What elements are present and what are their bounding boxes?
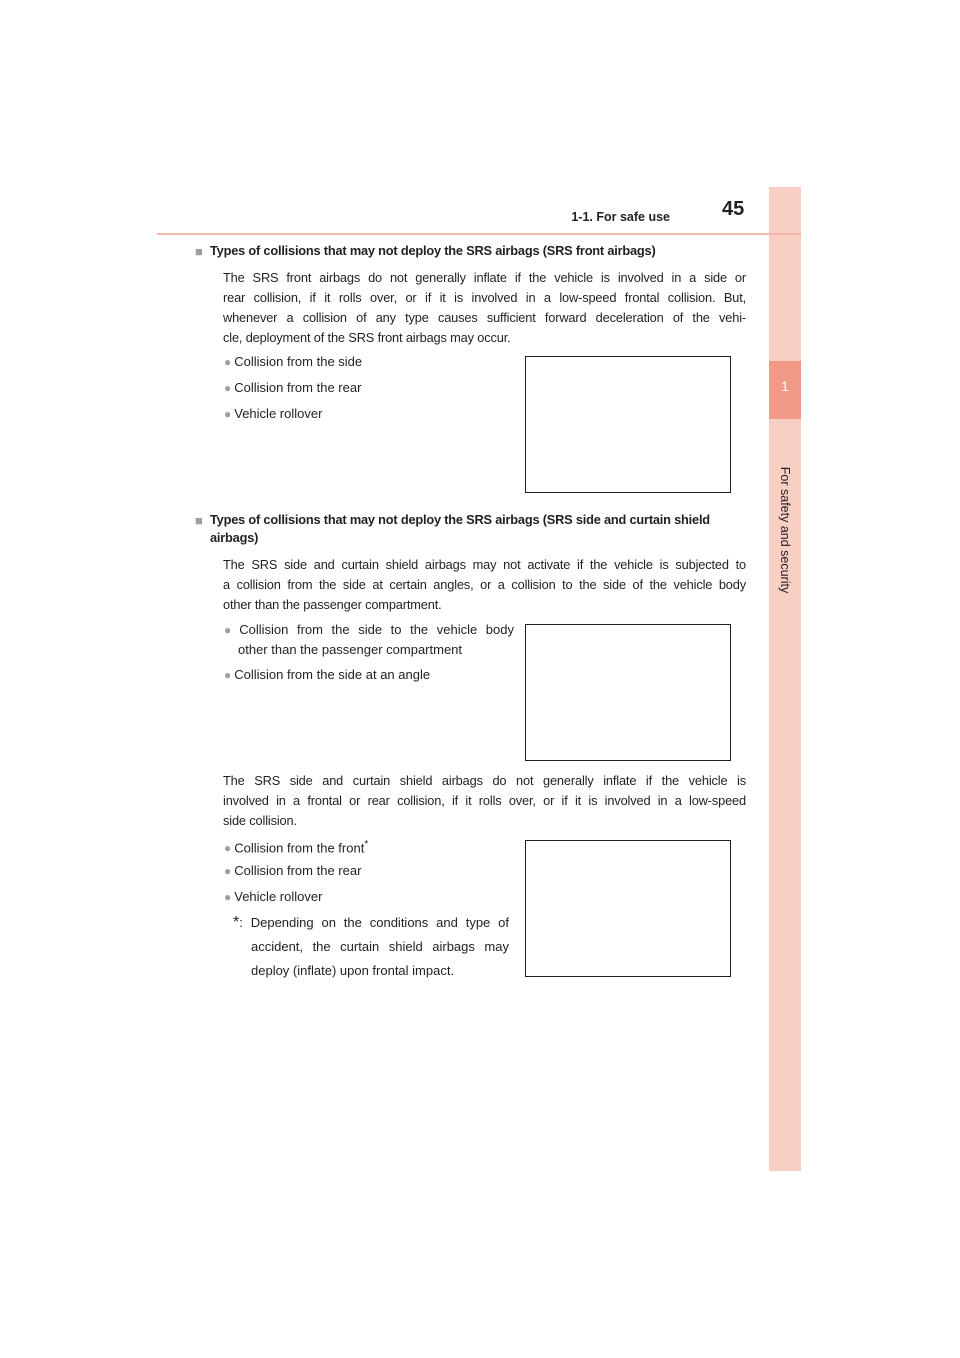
illustration-front-rear-rollover (525, 840, 731, 977)
section-title: 1-1. For safe use (571, 210, 670, 224)
page-number: 45 (722, 198, 745, 220)
heading-text: airbags) (210, 530, 259, 545)
bullet-text: Collision from the front (234, 840, 365, 856)
footnote-text: accident, the curtain shield airbags may (251, 939, 509, 954)
bullet-text: other than the passenger compartment (238, 642, 463, 657)
bullet-item (224, 404, 322, 424)
paragraph-line: rear collision, if it rolls over, or if it is involved in a low-speed frontal collision. But, (223, 290, 746, 305)
bullet-item (224, 378, 361, 398)
bullet-text: Collision from the side at an angle (234, 667, 431, 682)
bullet-text: Collision from the side to the vehicle body (239, 622, 515, 637)
bullet-icon: ● (224, 381, 232, 395)
paragraph-line: a collision from the side at certain angles, or a collision to the side of the vehicle body (223, 577, 746, 592)
bullet-item (224, 835, 368, 858)
front-paragraph (223, 268, 746, 348)
heading-square-icon: ■ (195, 244, 203, 259)
bullet-text: Collision from the side (234, 354, 363, 369)
bullet-icon: ● (224, 623, 237, 637)
paragraph-line: other than the passenger compartment. (223, 597, 442, 612)
paragraph-line: involved in a frontal or rear collision, if it rolls over, or if it is involved in a low-speed (223, 793, 746, 808)
footnote-text: deploy (inflate) upon frontal impact. (251, 963, 455, 978)
illustration-front-collisions (525, 356, 731, 493)
footnote-text: : Depending on the conditions and type of (239, 915, 509, 930)
bullet-text: Vehicle rollover (234, 889, 323, 904)
bullet-icon: ● (224, 890, 232, 904)
paragraph-line: cle, deployment of the SRS front airbags may occur. (223, 330, 511, 345)
bullet-icon: ● (224, 864, 232, 878)
bullet-text: Collision from the rear (234, 380, 362, 395)
paragraph-line: The SRS side and curtain shield airbags do not generally inflate if the vehicle is (223, 773, 746, 788)
bullet-item (224, 620, 514, 660)
bullet-icon: ● (224, 841, 232, 856)
bullet-icon: ● (224, 407, 232, 421)
footnote-marker: * (364, 839, 369, 850)
chapter-side-tab (769, 187, 801, 1171)
side-paragraph (223, 555, 746, 615)
section-heading-front (195, 242, 755, 260)
side-paragraph-2 (223, 771, 746, 831)
bullet-item (224, 887, 322, 907)
chapter-number: 1 (781, 378, 789, 394)
chapter-number-tab (769, 361, 801, 419)
bullet-icon: ● (224, 355, 232, 369)
header-rule (157, 233, 801, 235)
paragraph-line: The SRS side and curtain shield airbags may not activate if the vehicle is subjected to (223, 557, 746, 572)
bullet-icon: ● (224, 668, 232, 682)
paragraph-line: whenever a collision of any type causes sufficient forward deceleration of the vehi- (223, 310, 746, 325)
paragraph-line: side collision. (223, 813, 297, 828)
paragraph-line: The SRS front airbags do not generally inflate if the vehicle is involved in a side or (223, 270, 746, 285)
heading-square-icon: ■ (195, 513, 203, 528)
chapter-label: For safety and security (778, 466, 792, 594)
illustration-side-collisions (525, 624, 731, 761)
footnote (233, 911, 509, 983)
bullet-item (224, 861, 361, 881)
bullet-text: Vehicle rollover (234, 406, 323, 421)
bullet-item (224, 352, 362, 372)
bullet-item (224, 665, 430, 685)
heading-text: Types of collisions that may not deploy the SRS airbags (SRS front airbags) (210, 243, 656, 258)
heading-text: Types of collisions that may not deploy the SRS airbags (SRS side and curtain shield (210, 512, 710, 527)
footnote-asterisk: * (233, 914, 240, 931)
section-heading-side (195, 511, 755, 547)
bullet-text: Collision from the rear (234, 863, 362, 878)
